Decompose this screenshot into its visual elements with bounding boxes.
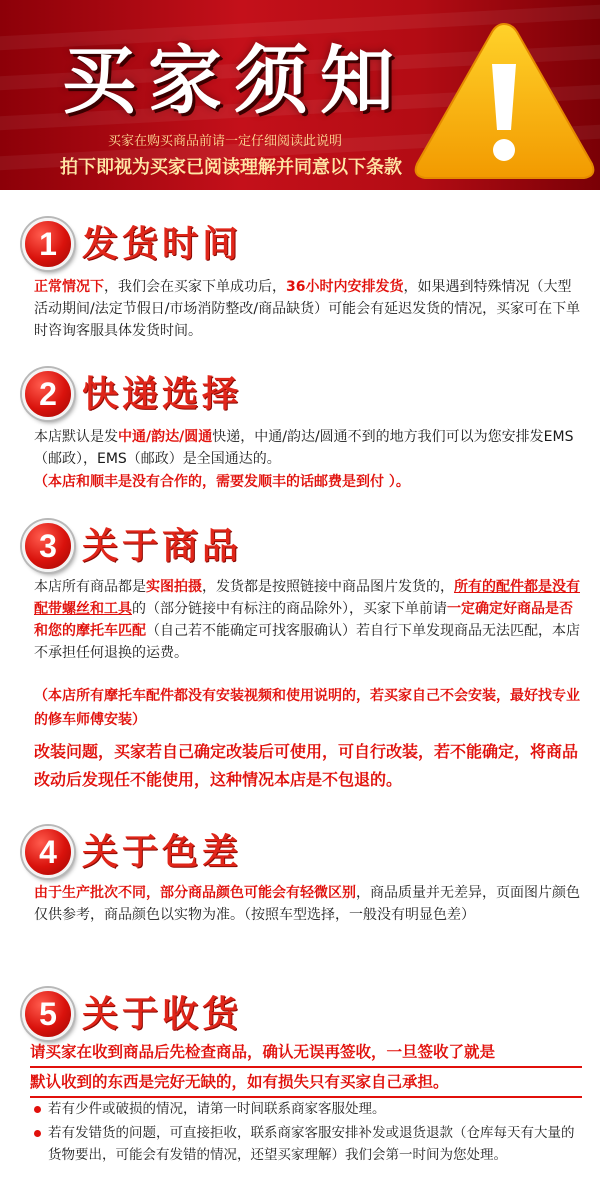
- section-3-note: （本店所有摩托车配件都没有安装视频和使用说明的，若买家自己不会安装，最好找专业的修车师傅安装）: [34, 688, 580, 728]
- section-number-badge: 3: [22, 520, 74, 572]
- section-3-note-2: 改装问题，买家若自己确定改装后可使用，可自行改装，若不能确定，将商品改动后发现任不能使用，这种情况本店是不包退的。: [34, 742, 579, 789]
- section-title: 关于收货: [82, 994, 243, 1035]
- highlight-text: 一定确定好商品是否和您的摩托车匹配: [34, 601, 573, 639]
- list-item: [34, 1122, 582, 1166]
- list-item-text: 若有少件或破损的情况，请第一时间联系商家客服处理。: [48, 1101, 386, 1117]
- section-1-header: [22, 218, 582, 270]
- highlight-text: 实图拍摄: [146, 579, 202, 595]
- header-banner: [0, 0, 600, 190]
- section-5-warning: [30, 1038, 582, 1098]
- highlight-text: 由于生产批次不同，部分商品颜色可能会有轻微区别: [34, 885, 356, 901]
- body-text: ，发货都是按照链接中商品图片发货的，: [202, 579, 454, 595]
- body-text: （自己若不能确定可找客服确认）若自行下单发现商品无法匹配，本店不承担任何退换的运费。: [34, 623, 580, 661]
- underlined-warning-line: 默认收到的东西是完好无缺的，如有损失只有买家自己承担。: [30, 1068, 582, 1098]
- highlight-text: 所有的配件都是没有配带螺丝和工具: [34, 579, 580, 617]
- warning-triangle-icon: [412, 18, 597, 183]
- section-2-note: （本店和顺丰是没有合作的，需要发顺丰的话邮费是到付 ）。: [34, 474, 410, 490]
- section-3-text: [34, 576, 582, 664]
- body-text: ，如果遇到特殊情况（大型活动期间/法定节假日/市场消防整改/商品缺货）可能会有延迟发货的情况，买家可在下单时咨询客服具体发货时间。: [34, 279, 581, 339]
- section-number-badge: 1: [22, 218, 74, 270]
- section-title: 发货时间: [82, 224, 243, 265]
- body-text: 本店默认是发: [34, 429, 118, 445]
- section-number-badge: 4: [22, 826, 74, 878]
- highlight-text: 中通/韵达/圆通: [118, 429, 213, 445]
- body-text: 本店所有商品都是: [34, 579, 146, 595]
- body-text: ，商品质量并无差异，页面图片颜色仅供参考，商品颜色以实物为准。（按照车型选择，一般没有明显色差）: [34, 885, 580, 923]
- section-title: 快递选择: [82, 374, 243, 415]
- section-1-text: [34, 276, 582, 342]
- section-title: 关于色差: [82, 832, 243, 873]
- section-4-header: [22, 826, 582, 878]
- banner-subtitle-1: 买家在购买商品前请一定仔细阅读此说明: [108, 134, 343, 149]
- list-item: [34, 1098, 582, 1120]
- section-3-header: [22, 520, 582, 572]
- section-title: 关于商品: [82, 526, 243, 567]
- highlight-text: 36小时内安排发货: [286, 279, 404, 295]
- section-number-badge: 2: [22, 368, 74, 420]
- section-2-text: [34, 426, 582, 470]
- section-4-text: [34, 882, 582, 926]
- body-text: 的（部分链接中有标注的商品除外），买家下单前请: [132, 601, 447, 617]
- section-2-header: [22, 368, 582, 420]
- highlight-text: 正常情况下: [34, 279, 104, 295]
- bullet-dot-icon: [34, 1106, 41, 1113]
- section-number-badge: 5: [22, 988, 74, 1040]
- underlined-warning-line: 请买家在收到商品后先检查商品，确认无误再签收，一旦签收了就是: [30, 1038, 582, 1068]
- body-text: ，我们会在买家下单成功后，: [104, 279, 286, 295]
- body-text: 快递，中通/韵达/圆通不到的地方我们可以为您安排发EMS（邮政），EMS（邮政）是全国通达的。: [34, 429, 574, 467]
- bullet-dot-icon: [34, 1130, 41, 1137]
- banner-title: 买家须知: [62, 38, 406, 124]
- banner-subtitle-2: 拍下即视为买家已阅读理解并同意以下条款: [60, 157, 402, 178]
- list-item-text: 若有发错货的问题，可直接拒收，联系商家客服安排补发或退货退款（仓库每天有大量的货物要出，可能会有发错的情况，还望买家理解）我们会第一时间为您处理。: [48, 1125, 575, 1163]
- section-5-header: [22, 988, 582, 1040]
